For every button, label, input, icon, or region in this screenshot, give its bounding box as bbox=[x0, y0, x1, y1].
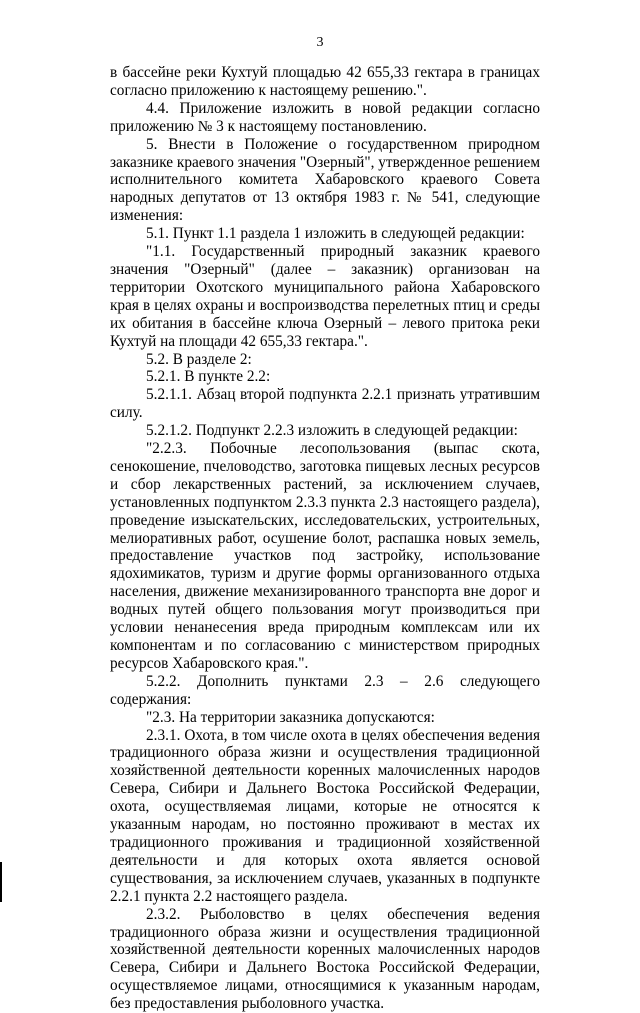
paragraph: 5.2.1.2. Подпункт 2.2.3 изложить в следующей редакции: bbox=[146, 422, 518, 440]
paragraph: 5.2.2. Дополнить пунктами 2.3 – 2.6 следующего содержания: bbox=[110, 672, 540, 708]
paragraph: 5.2.1.1. Абзац второй подпункта 2.2.1 признать утратившим силу. bbox=[110, 386, 540, 422]
paragraph: 5.1. Пункт 1.1 раздела 1 изложить в следующей редакции: bbox=[146, 225, 525, 243]
scan-edge-mark bbox=[0, 862, 2, 902]
paragraph: 2.3.1. Охота, в том числе охота в целях обеспечения ведения традиционного образа жизни и осуществления традиционной хозяйственной деятельности коренных малочисленных народов Севера, Сибири и Дальнего Востока Российской Федерации, охота, осуществляемая лицами, которые не относятся к указанным народам, но постоянно проживают в местах их традиционного проживания и традиционной хозяйственной деятельности и для которых охота является основой существования, за исключением случаев, указанных в подпункте 2.2.1 пункта 2.2 настоящего раздела. bbox=[110, 726, 540, 905]
paragraph: 5. Внести в Положение о государственном природном заказнике краевого значения "Озерный", утвержденное решением исполнительного комитета Хабаровского краевого Совета народных депутатов от 13 октября 1983 г. № 541, следующие изменения: bbox=[110, 135, 540, 225]
paragraph: 5.2.1. В пункте 2.2: bbox=[146, 368, 271, 386]
paragraph: "2.3. На территории заказника допускаются: bbox=[146, 708, 435, 726]
paragraph: 4.4. Приложение изложить в новой редакции согласно приложению № 3 к настоящему постановлению. bbox=[110, 99, 540, 135]
document-body bbox=[110, 64, 540, 1013]
paragraph: 5.2. В разделе 2: bbox=[146, 350, 252, 368]
paragraph: в бассейне реки Кухтуй площадью 42 655,33 гектара в границах согласно приложению к настоящему решению.". bbox=[110, 64, 540, 99]
paragraph: "2.2.3. Побочные лесопользования (выпас скота, сенокошение, пчеловодство, заготовка пищевых лесных ресурсов и сбор лекарственных растений, за исключением случаев, установленных подпунктом 2.3.3 пункта 2.3 настоящего раздела), проведение изыскательских, исследовательских, устроительных, мелиоративных работ, осушение болот, распашка новых земель, предоставление участков под застройку, использование ядохимикатов, туризм и другие формы организованного отдыха населения, движение механизированного транспорта вне дорог и водных путей общего пользования могут производиться при условии ненанесения вреда природным комплексам или их компонентам и по согласованию с министерством природных ресурсов Хабаровского края.". bbox=[110, 440, 540, 672]
page-number: 3 bbox=[316, 35, 324, 50]
paragraph: 2.3.2. Рыболовство в целях обеспечения ведения традиционного образа жизни и осуществления традиционной хозяйственной деятельности коренных малочисленных народов Севера, Сибири и Дальнего Востока Российской Федерации, осуществляемое лицами, относящимися к указанным народам, без предоставления рыболовного участка. bbox=[110, 905, 540, 1013]
paragraph: "1.1. Государственный природный заказник краевого значения "Озерный" (далее – заказник) организован на территории Охотского муниципального района Хабаровского края в целях охраны и воспроизводства перелетных птиц и среды их обитания в бассейне ключа Озерный – левого притока реки Кухтуй на площади 42 655,33 гектара.". bbox=[110, 243, 540, 350]
